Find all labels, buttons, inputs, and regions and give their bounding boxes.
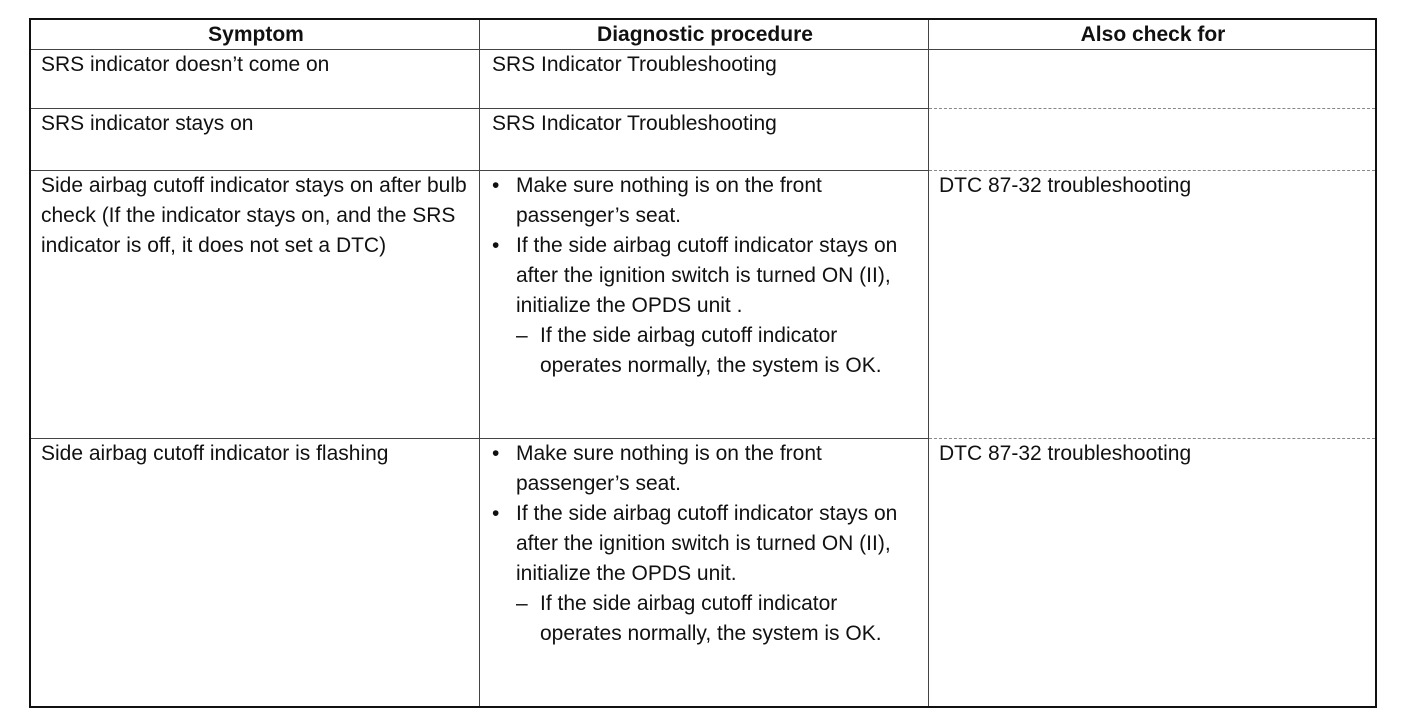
dash-mark: – bbox=[516, 324, 528, 347]
row-4-procedure bbox=[480, 439, 929, 706]
header-also-check-for: Also check for bbox=[929, 20, 1375, 50]
bullet-text: Make sure nothing is on the front passenger’s seat. bbox=[516, 174, 822, 227]
list-item bbox=[492, 231, 920, 321]
row-3-symptom: Side airbag cutoff indicator stays on after bulb check (If the indicator stays on, and the SRS indicator is off, it does not set a DTC) bbox=[31, 171, 480, 439]
header-symptom: Symptom bbox=[31, 20, 480, 50]
row-1-symptom: SRS indicator doesn’t come on bbox=[31, 50, 480, 109]
bullet-text: Make sure nothing is on the front passenger’s seat. bbox=[516, 442, 822, 495]
header-diagnostic-procedure: Diagnostic procedure bbox=[480, 20, 929, 50]
sub-list-item bbox=[492, 321, 920, 381]
row-1-also-check bbox=[929, 50, 1375, 109]
row-1-procedure: SRS Indicator Troubleshooting bbox=[480, 50, 929, 109]
row-4-symptom: Side airbag cutoff indicator is flashing bbox=[31, 439, 480, 706]
bullet-mark: • bbox=[492, 502, 500, 525]
row-2-procedure: SRS Indicator Troubleshooting bbox=[480, 109, 929, 171]
bullet-text: If the side airbag cutoff indicator stays on after the ignition switch is turned ON (II), initialize the OPDS unit. bbox=[516, 502, 898, 585]
row-3-procedure bbox=[480, 171, 929, 439]
bullet-mark: • bbox=[492, 234, 500, 257]
row-2-also-check bbox=[929, 109, 1375, 171]
row-2-symptom: SRS indicator stays on bbox=[31, 109, 480, 171]
dash-mark: – bbox=[516, 592, 528, 615]
sub-item-text: If the side airbag cutoff indicator operates normally, the system is OK. bbox=[540, 592, 882, 645]
row-3-also-check: DTC 87-32 troubleshooting bbox=[929, 171, 1375, 439]
bullet-mark: • bbox=[492, 442, 500, 465]
row-4-also-check: DTC 87-32 troubleshooting bbox=[939, 442, 1192, 465]
sub-item-text: If the side airbag cutoff indicator operates normally, the system is OK. bbox=[540, 324, 882, 377]
list-item bbox=[492, 499, 920, 589]
list-item bbox=[492, 171, 920, 231]
bullet-text: If the side airbag cutoff indicator stays on after the ignition switch is turned ON (II), initialize the OPDS unit . bbox=[516, 234, 898, 317]
bullet-mark: • bbox=[492, 174, 500, 197]
list-item bbox=[492, 439, 920, 499]
sub-list-item bbox=[492, 589, 920, 649]
diagnostic-table bbox=[29, 18, 1377, 708]
